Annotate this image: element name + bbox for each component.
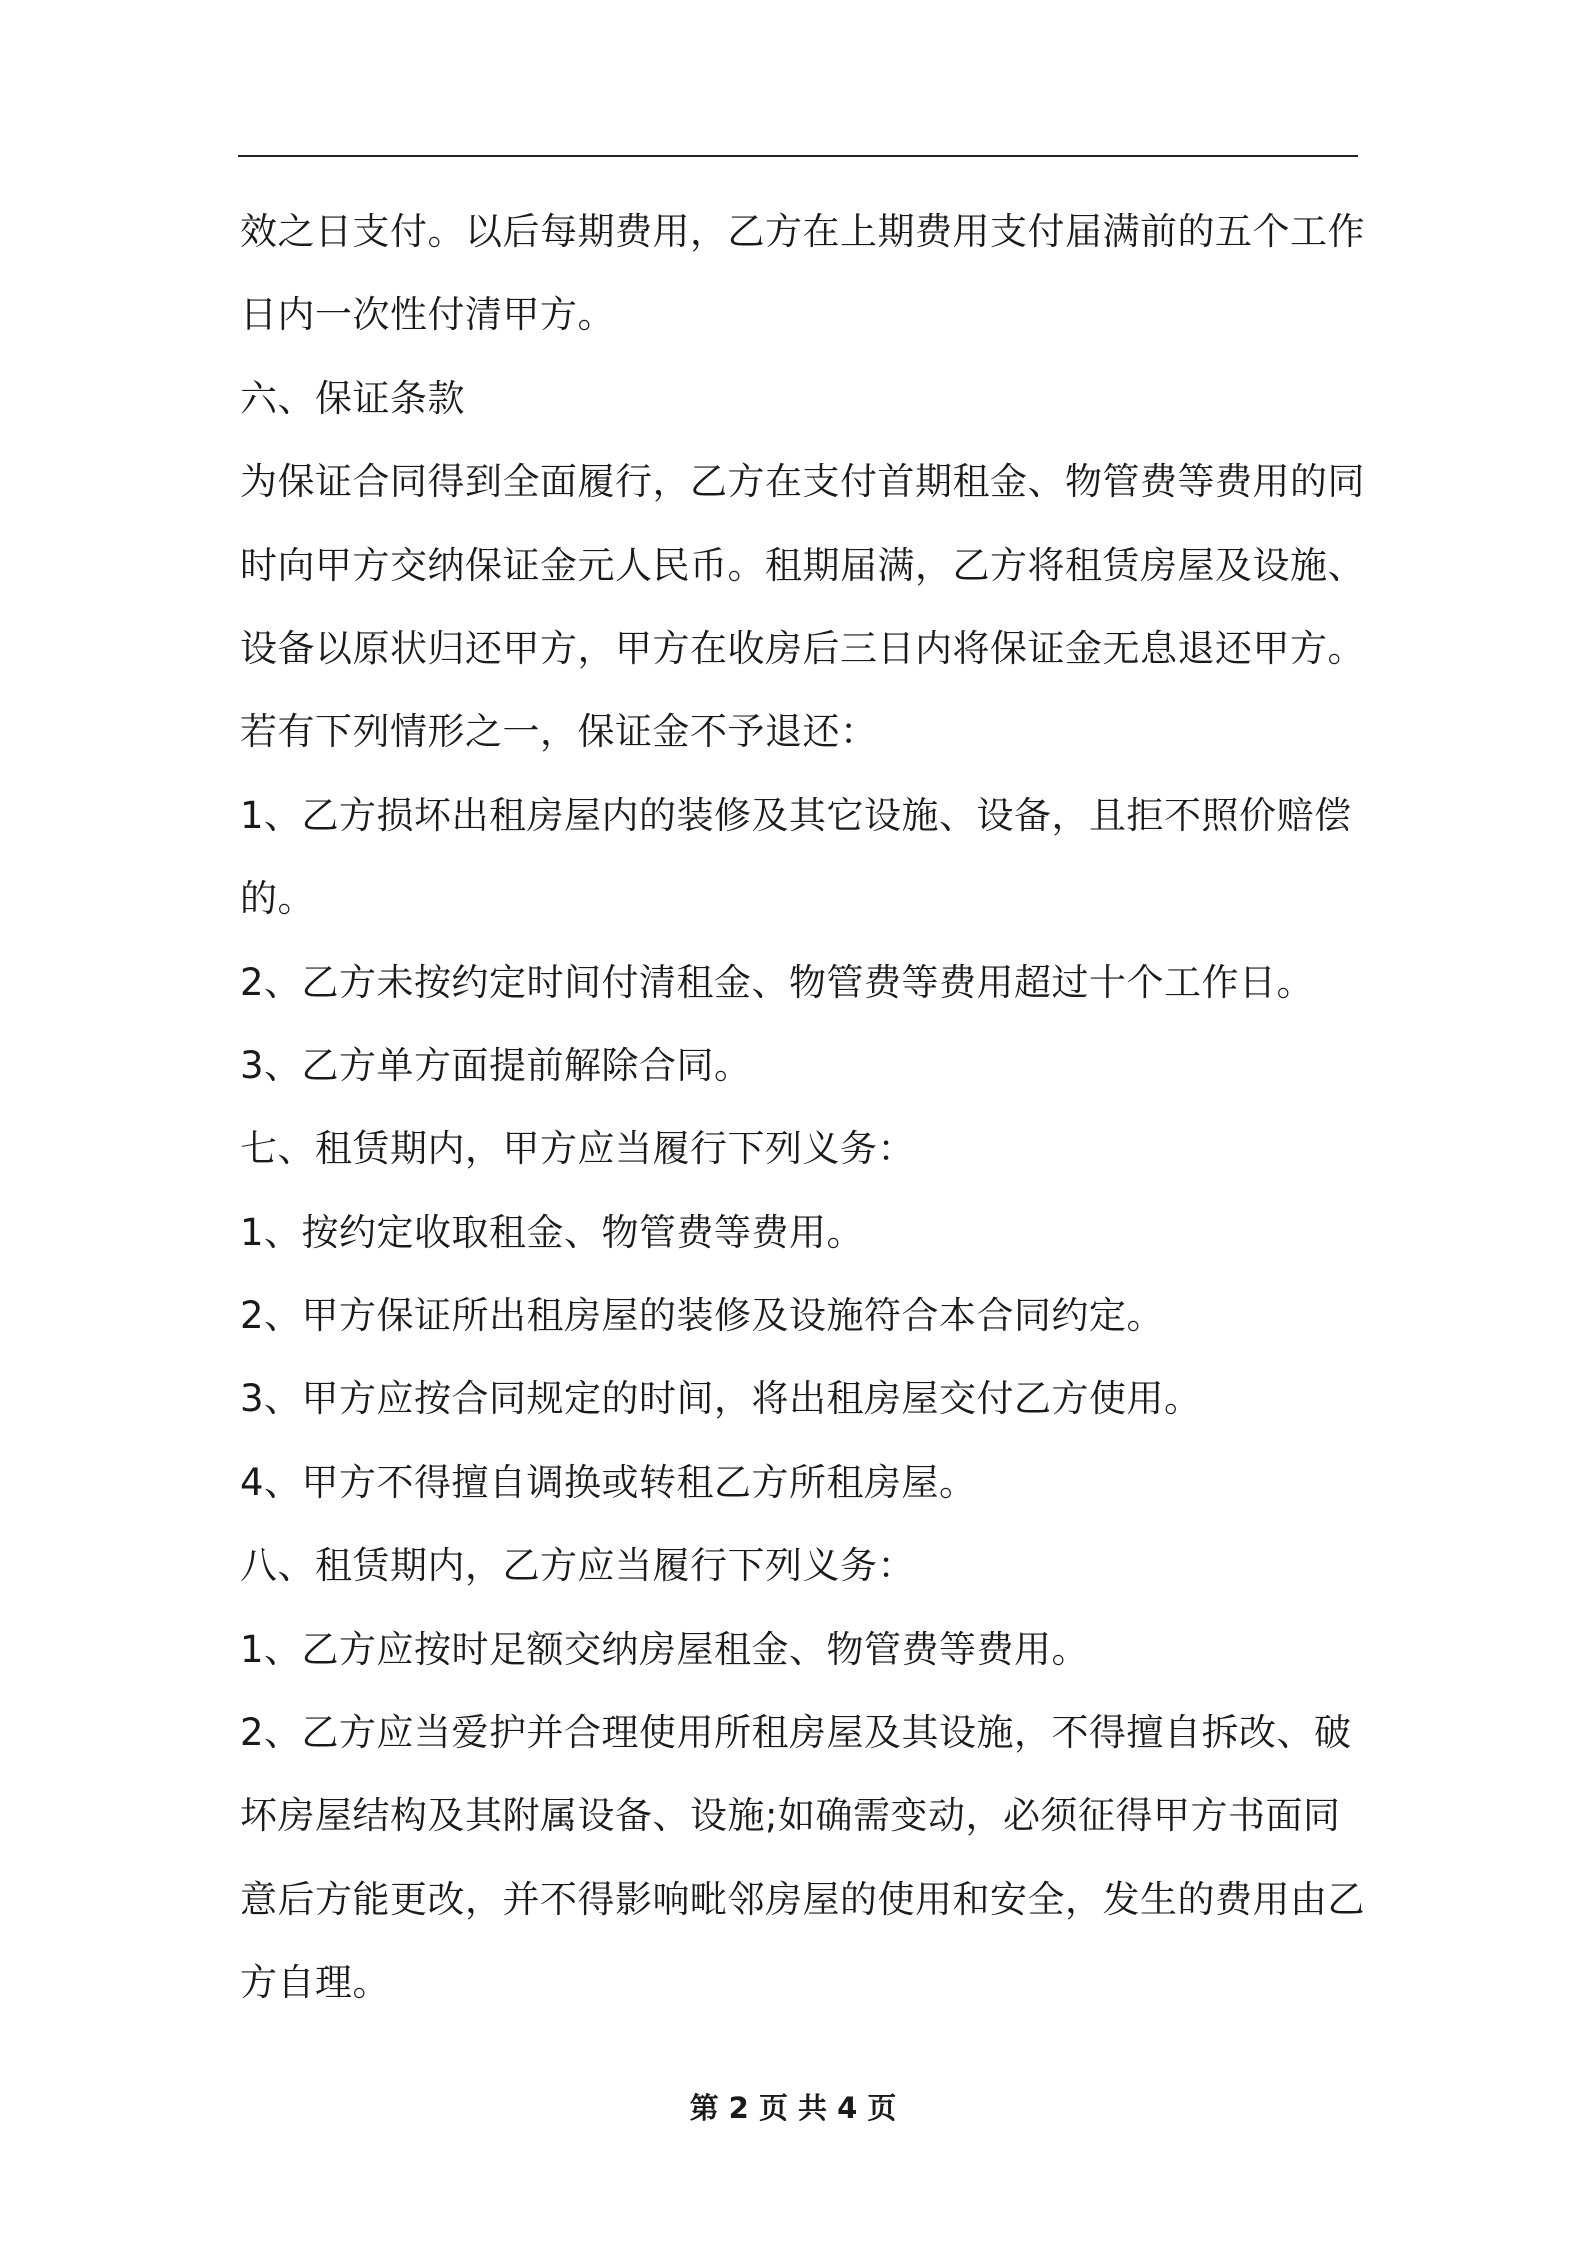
page-number-footer: 第 2 页 共 4 页 — [689, 2091, 897, 2125]
list-item: 2、乙方未按约定时间付清租金、物管费等费用超过十个工作日。 — [240, 960, 1315, 1004]
section-heading: 八、租赁期内，乙方应当履行下列义务： — [240, 1544, 915, 1588]
header-rule — [238, 155, 1358, 157]
text-line: 时向甲方交纳保证金元人民币。租期届满，乙方将租赁房屋及设施、 — [240, 543, 1365, 587]
section-heading: 六、保证条款 — [240, 376, 465, 420]
body-text — [240, 190, 1370, 2025]
list-item: 1、乙方损坏出租房屋内的装修及其它设施、设备，且拒不照价赔偿 — [240, 793, 1352, 837]
list-item: 2、甲方保证所出租房屋的装修及设施符合本合同约定。 — [240, 1294, 1165, 1338]
text-line: 效之日支付。以后每期费用，乙方在上期费用支付届满前的五个工作 — [240, 210, 1365, 253]
list-item: 4、甲方不得擅自调换或转租乙方所租房屋。 — [240, 1460, 977, 1504]
list-item: 3、乙方单方面提前解除合同。 — [240, 1043, 752, 1087]
list-item: 3、甲方应按合同规定的时间，将出租房屋交付乙方使用。 — [240, 1377, 1202, 1421]
list-item: 1、乙方应按时足额交纳房屋租金、物管费等费用。 — [240, 1627, 1090, 1671]
list-item: 2、乙方应当爱护并合理使用所租房屋及其设施，不得擅自拆改、破 — [240, 1711, 1352, 1755]
text-line: 意后方能更改，并不得影响毗邻房屋的使用和安全，发生的费用由乙 — [240, 1877, 1365, 1921]
text-line: 日内一次性付清甲方。 — [240, 293, 615, 337]
text-line: 的。 — [240, 877, 315, 921]
list-item: 1、按约定收取租金、物管费等费用。 — [240, 1210, 865, 1254]
text-line: 为保证合同得到全面履行，乙方在支付首期租金、物管费等费用的同 — [240, 460, 1365, 504]
text-line: 坏房屋结构及其附属设备、设施;如确需变动，必须征得甲方书面同 — [240, 1794, 1341, 1838]
text-line: 若有下列情形之一，保证金不予退还： — [240, 710, 878, 754]
section-heading: 七、租赁期内，甲方应当履行下列义务： — [240, 1127, 915, 1171]
text-line: 方自理。 — [240, 1961, 390, 2005]
text-line: 设备以原状归还甲方，甲方在收房后三日内将保证金无息退还甲方。 — [240, 626, 1365, 670]
